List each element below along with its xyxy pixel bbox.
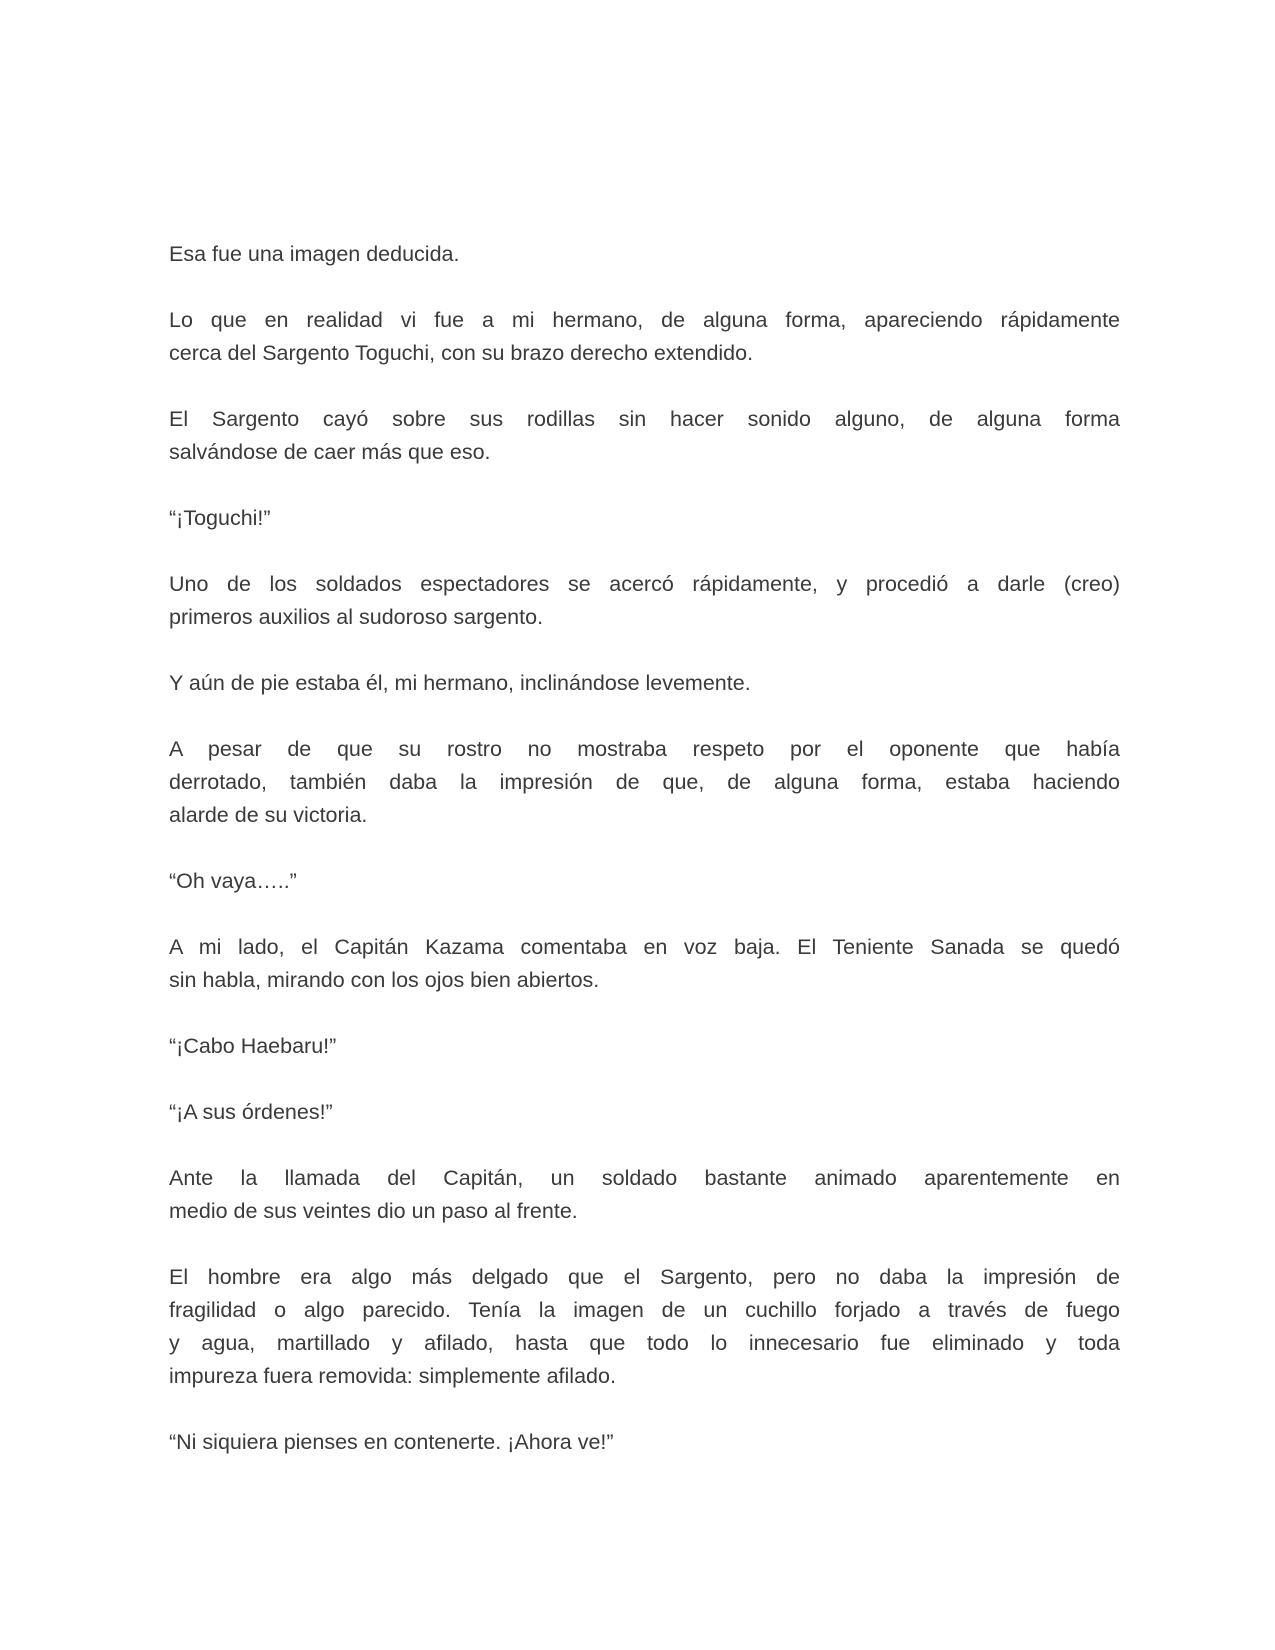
paragraph xyxy=(169,667,1120,700)
paragraph xyxy=(169,1162,1120,1228)
paragraph xyxy=(169,1030,1120,1063)
paragraph-line: Uno de los soldados espectadores se acercó rápidamente, y procedió a darle (creo) xyxy=(169,572,1120,596)
paragraph xyxy=(169,1096,1120,1129)
paragraph-line: A pesar de que su rostro no mostraba respeto por el oponente que había xyxy=(169,737,1120,761)
paragraph-line: sin habla, mirando con los ojos bien abiertos. xyxy=(169,968,600,992)
paragraph-line: derrotado, también daba la impresión de que, de alguna forma, estaba haciendo xyxy=(169,770,1120,794)
paragraph-line: primeros auxilios al sudoroso sargento. xyxy=(169,605,544,629)
paragraph-line: medio de sus veintes dio un paso al frente. xyxy=(169,1199,578,1223)
paragraph xyxy=(169,733,1120,832)
paragraph xyxy=(169,568,1120,634)
paragraph xyxy=(169,403,1120,469)
paragraph-line: “¡Toguchi!” xyxy=(169,506,271,530)
paragraph-line: fragilidad o algo parecido. Tenía la imagen de un cuchillo forjado a través de fuego xyxy=(169,1298,1120,1322)
paragraph-line: impureza fuera removida: simplemente afilado. xyxy=(169,1364,616,1388)
paragraph-line: El hombre era algo más delgado que el Sargento, pero no daba la impresión de xyxy=(169,1265,1120,1289)
paragraph xyxy=(169,865,1120,898)
paragraph-line: “¡Cabo Haebaru!” xyxy=(169,1034,337,1058)
paragraph xyxy=(169,1261,1120,1393)
paragraph-line: “Oh vaya…..” xyxy=(169,869,297,893)
paragraph-line: y agua, martillado y afilado, hasta que todo lo innecesario fue eliminado y toda xyxy=(169,1331,1120,1355)
paragraph xyxy=(169,238,1120,271)
paragraph-line: “¡A sus órdenes!” xyxy=(169,1100,333,1124)
paragraph-line: salvándose de caer más que eso. xyxy=(169,440,491,464)
document-body xyxy=(169,238,1120,1492)
paragraph-line: alarde de su victoria. xyxy=(169,803,368,827)
paragraph-line: Esa fue una imagen deducida. xyxy=(169,242,460,266)
paragraph-line: A mi lado, el Capitán Kazama comentaba en voz baja. El Teniente Sanada se quedó xyxy=(169,935,1120,959)
paragraph-line: El Sargento cayó sobre sus rodillas sin hacer sonido alguno, de alguna forma xyxy=(169,407,1120,431)
paragraph xyxy=(169,304,1120,370)
paragraph xyxy=(169,1426,1120,1459)
paragraph-line: cerca del Sargento Toguchi, con su brazo derecho extendido. xyxy=(169,341,754,365)
paragraph-line: Lo que en realidad vi fue a mi hermano, de alguna forma, apareciendo rápidamente xyxy=(169,308,1120,332)
paragraph-line: Y aún de pie estaba él, mi hermano, inclinándose levemente. xyxy=(169,671,751,695)
paragraph-line: Ante la llamada del Capitán, un soldado bastante animado aparentemente en xyxy=(169,1166,1120,1190)
paragraph-line: “Ni siquiera pienses en contenerte. ¡Ahora ve!” xyxy=(169,1430,614,1454)
paragraph xyxy=(169,502,1120,535)
paragraph xyxy=(169,931,1120,997)
